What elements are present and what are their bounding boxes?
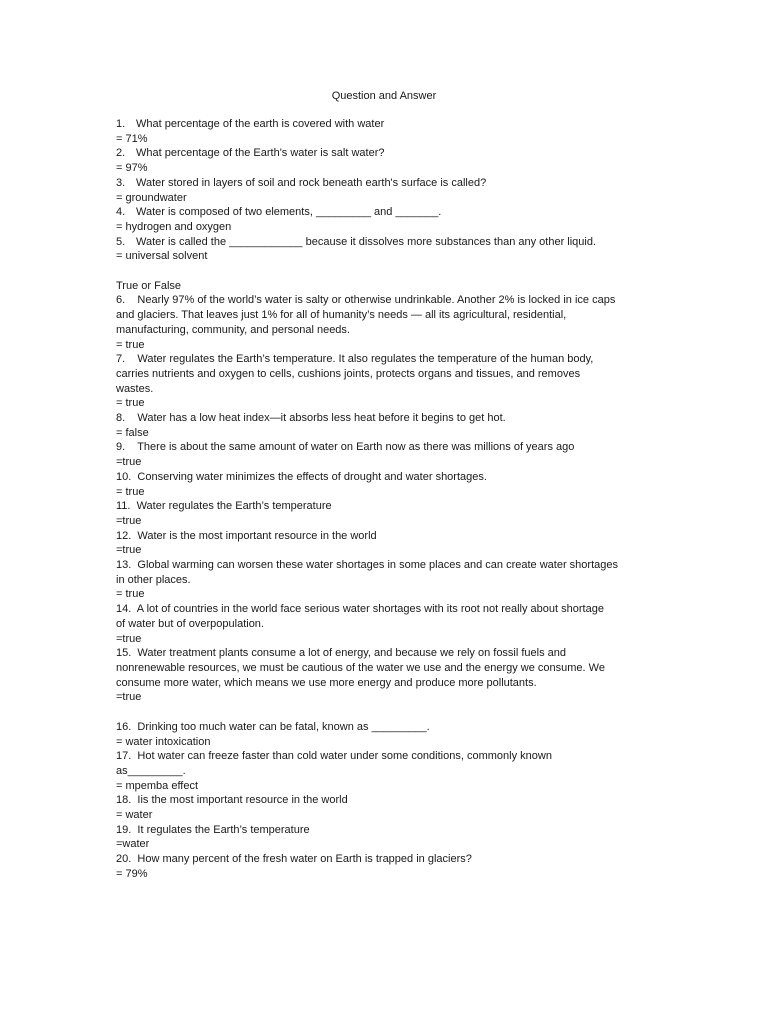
answer-line: = water intoxication <box>116 735 211 748</box>
question-line: as_________. <box>116 764 186 777</box>
answer-line: = false <box>116 426 149 439</box>
question-line: 14. A lot of countries in the world face serious water shortages with its root not really about shortage <box>116 603 604 616</box>
question-line: of water but of overpopulation. <box>116 617 264 630</box>
answer-line: =true <box>116 544 142 557</box>
question-line: carries nutrients and oxygen to cells, cushions joints, protects organs and tissues, and removes <box>116 367 581 380</box>
answer-line: =true <box>116 691 142 704</box>
page-title: Question and Answer <box>331 90 437 102</box>
question-text: What percentage of the earth is covered with water <box>136 118 385 130</box>
answer-line: = water <box>116 809 153 822</box>
answer-line: = universal solvent <box>116 250 208 263</box>
question-line: in other places. <box>116 573 191 586</box>
question-number: 1. <box>116 118 126 130</box>
answer-line: =water <box>116 838 150 851</box>
answer-line: = hydrogen and oxygen <box>116 220 232 233</box>
question-line: wastes. <box>116 382 154 395</box>
answer-line: =true <box>116 514 142 527</box>
question-line: 11. Water regulates the Earth’s temperature <box>116 500 332 513</box>
question-line: 6. Nearly 97% of the world’s water is salty or otherwise undrinkable. Another 2% is locked in ice caps <box>116 294 616 307</box>
question-line <box>116 205 656 220</box>
identification-section <box>116 720 656 882</box>
answer-line: = groundwater <box>116 191 187 204</box>
spacer <box>116 264 656 279</box>
answer-line: = true <box>116 588 145 601</box>
question-number: 4. <box>116 206 126 219</box>
question-line: 12. Water is the most important resource in the world <box>116 529 377 542</box>
answer-line: = true <box>116 485 145 498</box>
question-line: 7. Water regulates the Earth’s temperature. It also regulates the temperature of the human body, <box>116 353 594 366</box>
question-number: 2. <box>116 147 126 160</box>
answer-line: =true <box>116 456 142 469</box>
question-line: and glaciers. That leaves just 1% for all of humanity’s needs — all its agricultural, residential, <box>116 309 567 322</box>
question-text: Water stored in layers of soil and rock beneath earth's surface is called? <box>136 176 487 189</box>
answer-line: = 79% <box>116 867 148 880</box>
question-line: 16. Drinking too much water can be fatal, known as _________. <box>116 720 430 733</box>
question-line: 17. Hot water can freeze faster than cold water under some conditions, commonly known <box>116 750 552 763</box>
answer-line: =true <box>116 632 142 645</box>
question-line: nonrenewable resources, we must be cautious of the water we use and the energy we consume. We <box>116 662 605 674</box>
answer-line: = 71% <box>116 132 148 145</box>
question-text: Water is composed of two elements, _________ and _______. <box>136 206 442 219</box>
question-line: 9. There is about the same amount of water on Earth now as there was millions of years ago <box>116 441 575 454</box>
question-line <box>116 176 656 191</box>
spacer <box>116 705 656 720</box>
question-line: 20. How many percent of the fresh water on Earth is trapped in glaciers? <box>116 853 472 866</box>
question-line: 10. Conserving water minimizes the effects of drought and water shortages. <box>116 470 487 483</box>
question-text: What percentage of the Earth's water is salt water? <box>136 147 385 160</box>
document-body <box>116 117 656 882</box>
fill-in-section <box>116 117 656 264</box>
question-line: manufacturing, community, and personal needs. <box>116 323 350 336</box>
question-line: 18. Iis the most important resource in the world <box>116 794 348 807</box>
answer-line: = 97% <box>116 162 148 175</box>
answer-line: = true <box>116 338 145 351</box>
question-line: consume more water, which means we use more energy and produce more pollutants. <box>116 676 537 689</box>
question-number: 5. <box>116 235 126 248</box>
true-false-heading: True or False <box>116 279 182 292</box>
question-line: 15. Water treatment plants consume a lot of energy, and because we rely on fossil fuels and <box>116 647 567 660</box>
answer-line: = true <box>116 397 145 410</box>
question-line <box>116 235 656 250</box>
question-text: Water is called the ____________ because it dissolves more substances than any other liquid. <box>136 235 597 248</box>
true-false-section <box>116 293 656 705</box>
question-line: 8. Water has a low heat index—it absorbs less heat before it begins to get hot. <box>116 412 506 425</box>
question-line: 13. Global warming can worsen these water shortages in some places and can create water shortages <box>116 559 618 572</box>
question-line: 19. It regulates the Earth’s temperature <box>116 823 310 836</box>
question-line <box>116 146 656 161</box>
answer-line: = mpemba effect <box>116 779 199 792</box>
question-number: 3. <box>116 176 126 189</box>
question-line <box>116 117 656 132</box>
